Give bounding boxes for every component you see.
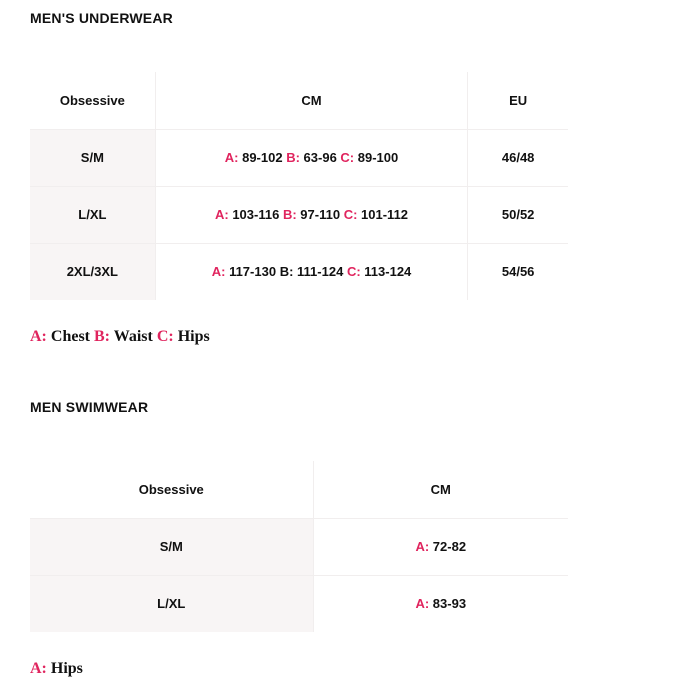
header-eu: EU [468, 72, 568, 129]
cm-cell [155, 243, 468, 300]
table-row [30, 575, 568, 632]
label-a: A: [211, 264, 226, 280]
label-b: B: [286, 150, 300, 165]
size-cell: S/M [30, 129, 155, 186]
legend-text-b: Waist [113, 328, 153, 345]
value-c: 101-112 [361, 207, 409, 222]
value-a: 103-116 [232, 207, 280, 222]
legend-label-a: A: [30, 660, 47, 677]
value-a: 83-93 [432, 596, 467, 612]
cm-cell [155, 129, 468, 186]
table-header-row [30, 461, 568, 518]
legend-text-c: Hips [177, 328, 210, 345]
value-c: 89-100 [357, 150, 399, 165]
value-a: 72-82 [432, 539, 467, 554]
cm-cell [155, 186, 468, 243]
value-c: 113-124 [364, 264, 412, 280]
label-c: C: [346, 264, 361, 280]
label-a: A: [214, 207, 229, 222]
underwear-measurement-legend [30, 328, 210, 346]
value-b: 97-110 [300, 207, 341, 222]
value-b: 63-96 [303, 150, 337, 165]
legend-text-a: Chest [50, 328, 90, 345]
label-a: A: [224, 150, 239, 165]
label-c: C: [340, 150, 355, 165]
size-cell: S/M [30, 518, 313, 575]
legend-label-b: B: [94, 328, 110, 345]
legend-label-c: C: [156, 328, 174, 345]
table-row [30, 518, 568, 575]
label-b: B: [282, 207, 297, 222]
size-cell: L/XL [30, 575, 313, 632]
size-cell: L/XL [30, 186, 155, 243]
legend-text-a: Hips [50, 660, 83, 677]
header-obsessive: Obsessive [30, 72, 155, 129]
eu-cell: 46/48 [468, 129, 568, 186]
underwear-size-table [30, 72, 568, 300]
cm-cell [313, 518, 568, 575]
table-row [30, 129, 568, 186]
header-cm: CM [313, 461, 568, 518]
label-b: B: [279, 264, 294, 280]
swimwear-section-title: MEN SWIMWEAR [30, 399, 149, 415]
legend-label-a: A: [30, 328, 47, 345]
label-c: C: [343, 207, 358, 222]
header-obsessive: Obsessive [30, 461, 313, 518]
underwear-section-title: MEN'S UNDERWEAR [30, 10, 173, 26]
cm-cell [313, 575, 568, 632]
header-cm: CM [155, 72, 468, 129]
eu-cell: 54/56 [468, 243, 568, 300]
table-header-row [30, 72, 568, 129]
value-a: 89-102 [242, 150, 283, 165]
swimwear-measurement-legend [30, 660, 83, 678]
label-a: A: [415, 539, 430, 554]
label-a: A: [415, 596, 430, 612]
size-cell: 2XL/3XL [30, 243, 155, 300]
swimwear-size-table [30, 461, 568, 632]
table-row [30, 243, 568, 300]
table-row [30, 186, 568, 243]
value-b: 111-124 [297, 264, 344, 280]
value-a: 117-130 [229, 264, 277, 280]
eu-cell: 50/52 [468, 186, 568, 243]
